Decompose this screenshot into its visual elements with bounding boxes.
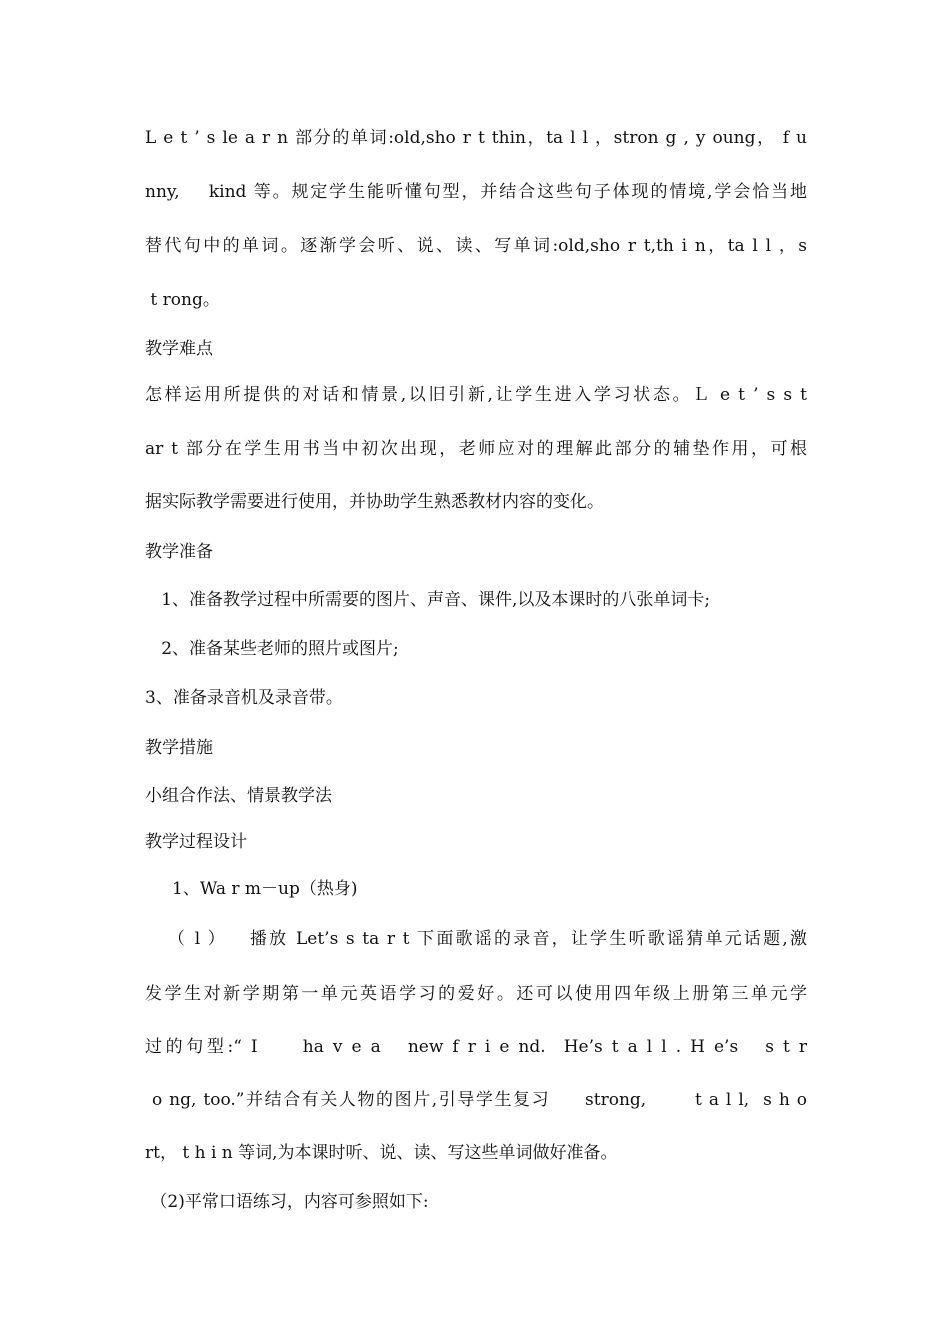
list-item: 1、准备教学过程中所需要的图片、声音、课件,以及本课时的八张单词卡; [145,590,711,610]
paragraph-line: t rong。 [145,290,220,310]
list-item: 2、准备某些老师的照片或图片; [145,639,399,659]
section-heading: 教学措施 [145,738,213,758]
section-heading: 教学难点 [145,339,213,359]
section-heading: 教学准备 [145,542,213,562]
paragraph-line: （ l ） 播放 Let’s s ta r t 下面歌谣的录音，让学生听歌谣猜单元话题,激 [145,929,807,949]
paragraph-line: 发学生对新学期第一单元英语学习的爱好。还可以使用四年级上册第三单元学 [145,984,807,1004]
section-heading: 教学过程设计 [145,832,247,852]
paragraph-line: （2)平常口语练习，内容可参照如下: [145,1192,429,1212]
paragraph-line: L e t ’ s le a r n 部分的单词:old,sho r t thin，ta l l ，stron g , y oung， f u [145,128,807,148]
paragraph-line: 怎样运用所提供的对话和情景,以旧引新,让学生进入学习状态。Ｌ e t ’ s s t [145,385,807,405]
paragraph-line: 过的句型:“ I ha v e a new f r i e nd. He’s t a l l . H e’s s t r [145,1037,807,1057]
paragraph-line: nny, kind 等。规定学生能听懂句型，并结合这些句子体现的情境,学会恰当地 [145,182,807,202]
paragraph-line: rt， t h i n 等词,为本课时听、说、读、写这些单词做好准备。 [145,1143,618,1163]
subsection-heading: 1、Wa r m－up（热身) [145,879,358,899]
paragraph-line: 据实际教学需要进行使用，并协助学生熟悉教材内容的变化。 [145,492,604,512]
paragraph-line: ar t 部分在学生用书当中初次出现，老师应对的理解此部分的辅垫作用，可根 [145,439,807,459]
paragraph-line: 替代句中的单词。逐渐学会听、说、读、写单词:old,sho r t,th i n，ta l l ，s [145,236,807,256]
paragraph-line: 小组合作法、情景教学法 [145,786,332,806]
list-item: 3、准备录音机及录音带。 [145,688,343,708]
paragraph-line: o ng, too.”并结合有关人物的图片,引导学生复习 strong, t a l l, s h o [145,1090,807,1110]
